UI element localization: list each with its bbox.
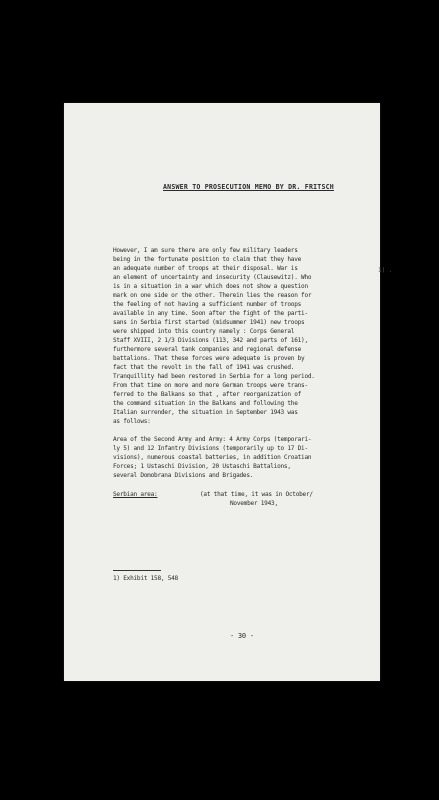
text-line: Forces; 1 Ustaschi Division, 20 Ustaschi Battalions,	[113, 463, 291, 470]
document-heading: ANSWER TO PROSECUTION MEMO BY DR. FRITSCH	[163, 183, 334, 191]
footnote: 1) Exhibit 158, 548	[113, 575, 178, 582]
text-line: visions), numerous coastal batteries, in addition Croatian	[113, 454, 312, 461]
text-line: available in any time. Soon after the fight of the parti-	[113, 310, 308, 317]
margin-footnote-mark: 1) .	[378, 267, 393, 274]
text-line: fact that the revolt in the fall of 1941 was crushed.	[113, 364, 295, 371]
text-line: mark on one side or the other. Therein lies the reason for	[113, 292, 312, 299]
text-line: is in a situation in a war which does not show a question	[113, 283, 308, 290]
text-line: several Domobrana Divisions and Brigades.	[113, 472, 254, 479]
text-line: being in the fortunate position to claim that they have	[113, 256, 302, 263]
text-line: as follows:	[113, 418, 151, 425]
text-line: Tranquillity had been restored in Serbia for a long period.	[113, 373, 315, 380]
text-line: Staff XVIII, 2 1/3 Divisions (113, 342 and parts of 161),	[113, 337, 308, 344]
text-line: sans in Serbia first started (midsummer 1941) new troops	[113, 319, 305, 326]
footnote-divider	[113, 570, 161, 571]
text-line: However, I am sure there are only few military leaders	[113, 247, 298, 254]
text-line: furthermore several tank companies and regional defense	[113, 346, 302, 353]
page-number: - 30 -	[230, 632, 254, 640]
text-line: Italian surrender, the situation in September 1943 was	[113, 409, 298, 416]
text-line: Area of the Second Army and Army: 4 Army Corps (temporari-	[113, 436, 312, 443]
text-line: an element of uncertainty and insecurity (Clausewitz). Who	[113, 274, 312, 281]
text-line: ferred to the Balkans so that , after reorganization of	[113, 391, 302, 398]
text-line: the command situation in the Balkans and following the	[113, 400, 298, 407]
text-line: were shipped into this country namely : Corps General	[113, 328, 295, 335]
text-line: From that time on more and more German troops were trans-	[113, 382, 308, 389]
text-line: an adequate number of troops at their disposal. War is	[113, 265, 298, 272]
text-line: the feeling of not having a sufficient number of troops	[113, 301, 302, 308]
serbia-area-label: Serbian area:	[113, 491, 158, 498]
serbia-area-note: (at that time, it was in October/	[200, 491, 313, 498]
serbia-area-note: November 1943,	[230, 500, 278, 507]
text-line: battalions. That these forces were adequate is proven by	[113, 355, 305, 362]
text-line: ly 5) and 12 Infantry Divisions (temporarily up to 17 Di-	[113, 445, 308, 452]
